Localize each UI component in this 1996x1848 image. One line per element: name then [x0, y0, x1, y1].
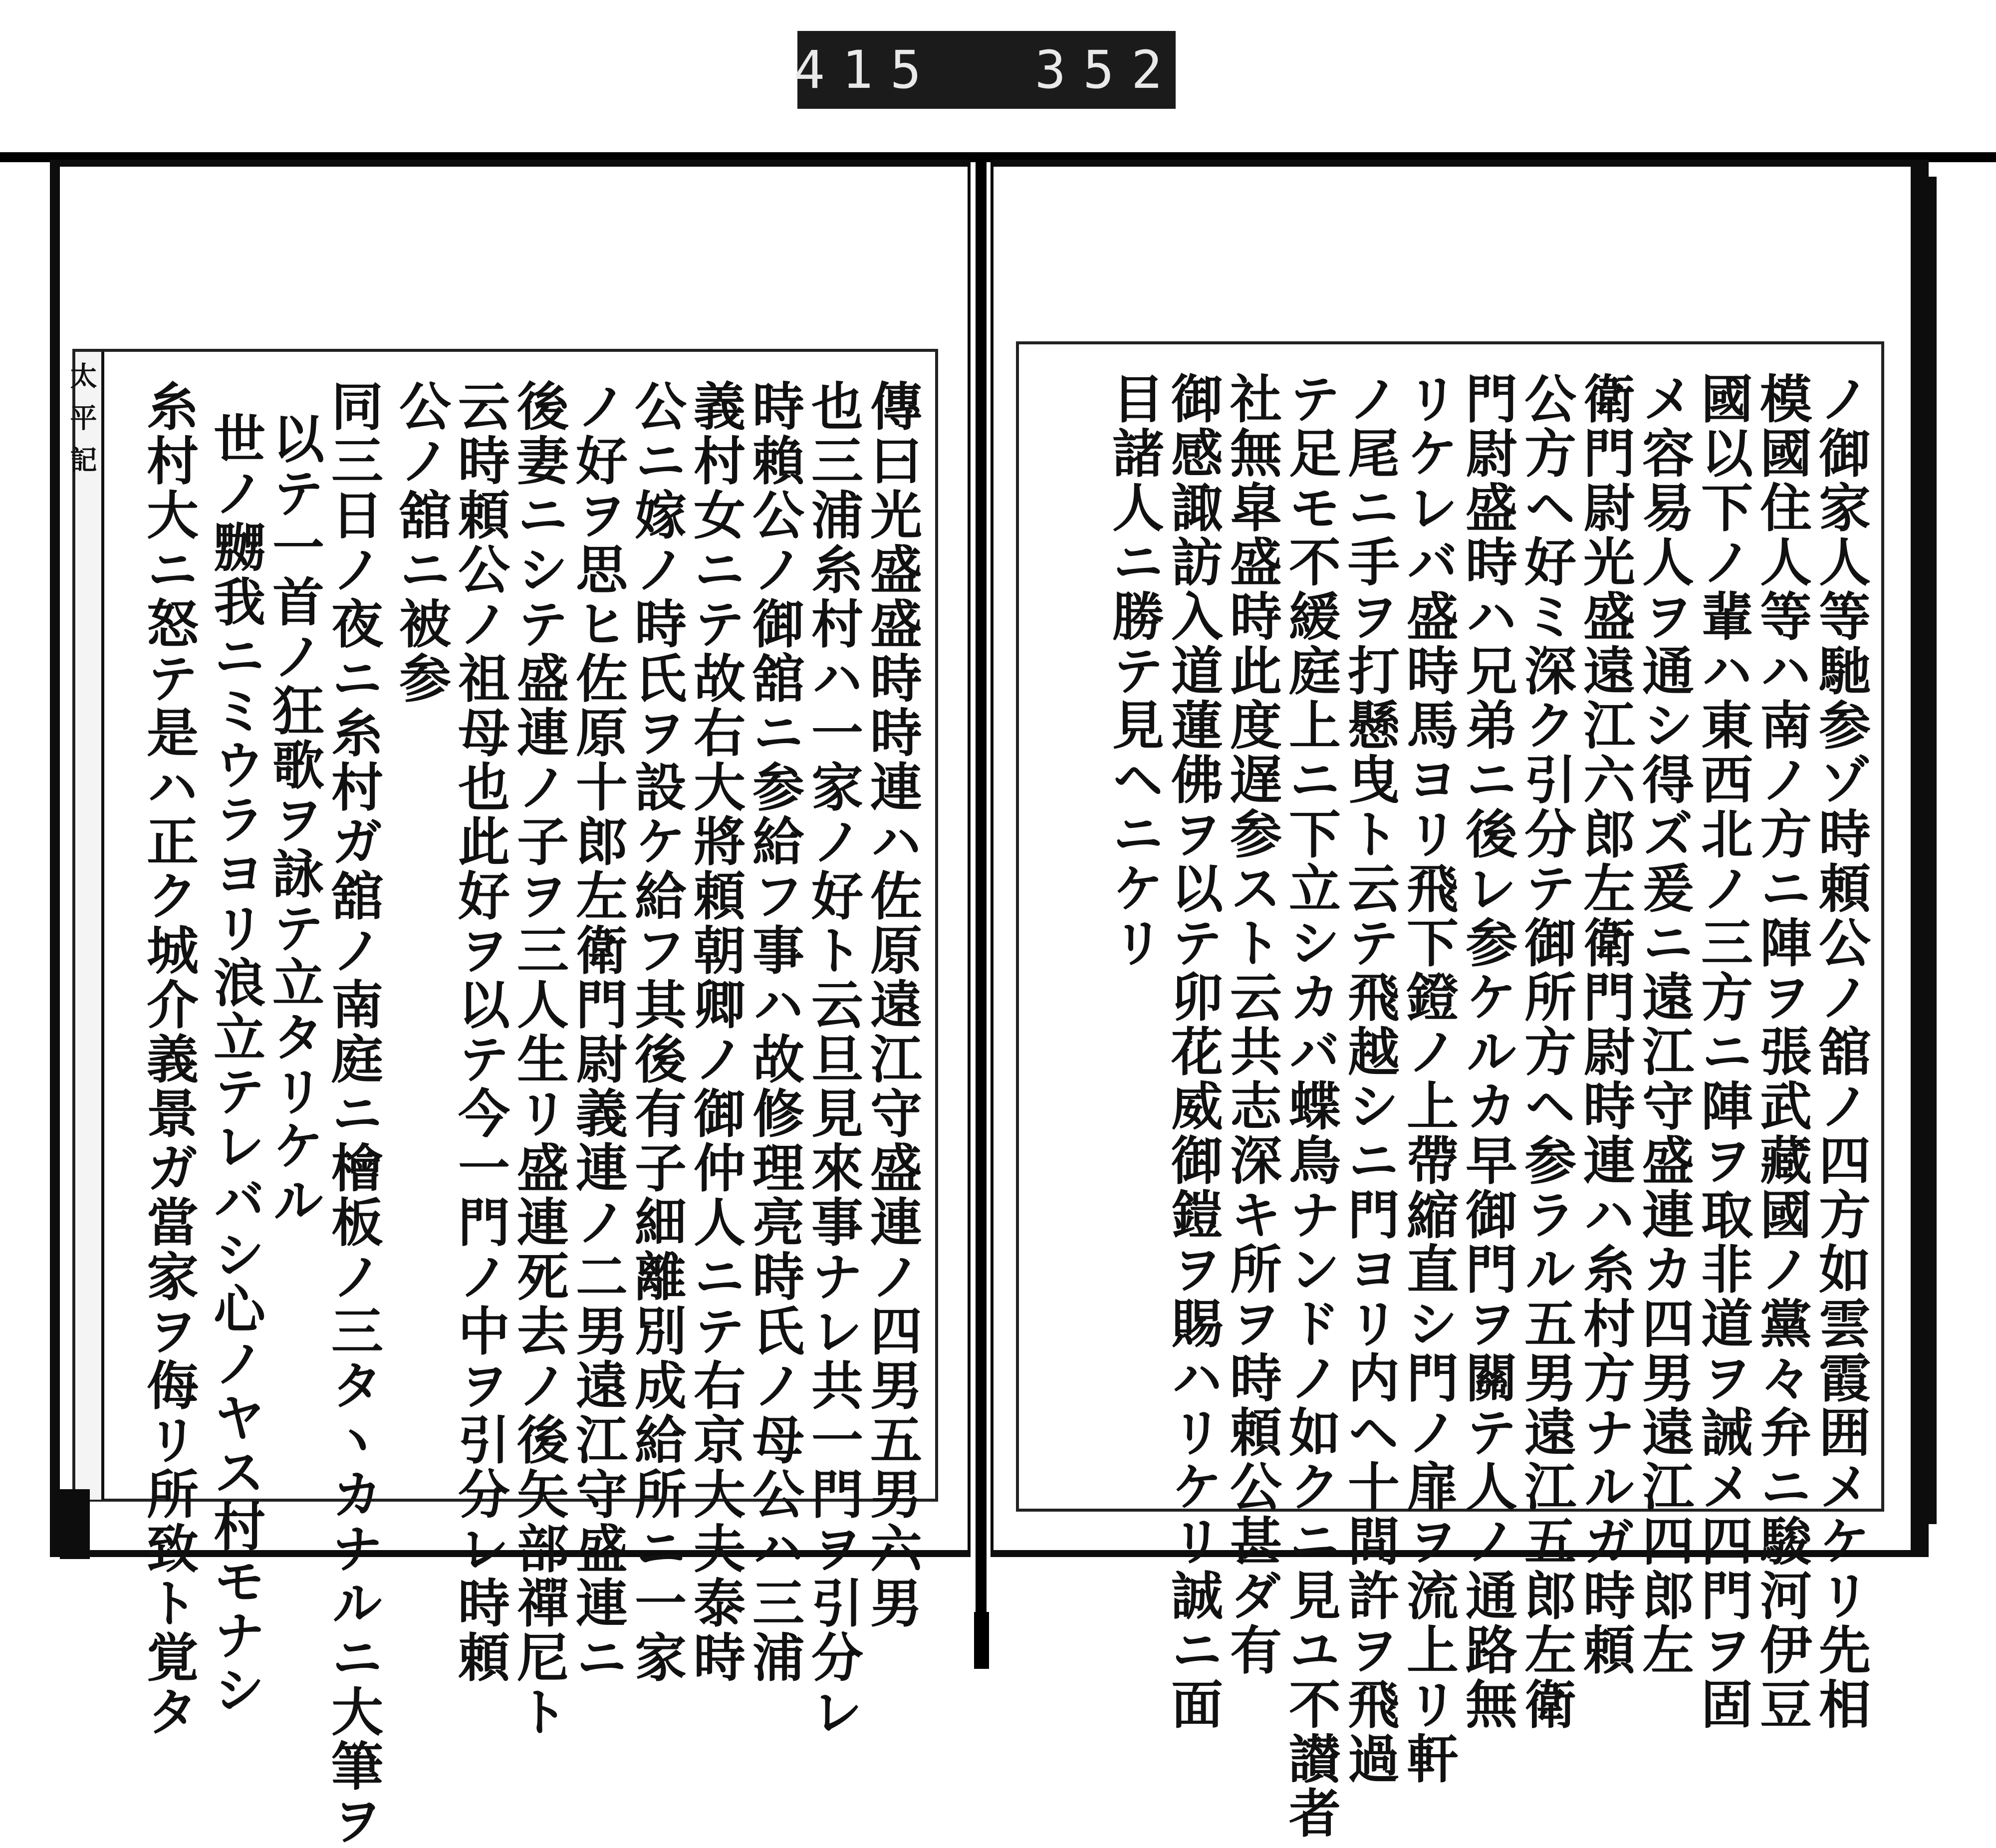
right-col-11: 社無皐盛時此度遅参スト云共志深キ所ヲ時頼公甚ダ有 [1221, 372, 1282, 1677]
left-col-6: ノ好ヲ思ヒ佐原十郎左衛門尉義連ノ二男遠江守盛連ニ [567, 379, 628, 1685]
left-col-9: 公ノ舘ニ被参 [390, 379, 452, 706]
right-col-12: 御感諏訪入道蓮佛ヲ以テ卯花威御鎧ヲ賜ハリケリ誠ニ面 [1162, 372, 1224, 1732]
page-edge-shadow [60, 1489, 90, 1559]
right-text-frame [1016, 341, 1884, 1841]
right-page [991, 160, 1929, 1841]
right-col-6: 公方ヘ好ミ深ク引分テ御所方ヘ参ラル五男遠江五郎左衛 [1515, 372, 1577, 1732]
left-text-frame [66, 349, 938, 1848]
left-col-1: 傳曰光盛盛時時連ハ佐原遠江守盛連ノ四男五男六男 [861, 379, 923, 1630]
reel-frame-number: 415 352 [793, 39, 1180, 100]
side-title [66, 352, 104, 1500]
right-col-2: 模國住人等ハ南ノ方ニ陣ヲ張武藏國ノ黨々弁ニ駿河伊豆 [1751, 372, 1812, 1732]
left-col-3: 時賴公ノ御舘ニ参給フ事ハ故修理亮時氏ノ母公ハ三浦 [744, 379, 805, 1685]
right-col-13: 目諸人ニ勝テ見ヘニケリ [1103, 372, 1165, 970]
left-col-2: 也三浦糸村ハ一家ノ好ト云旦見來事ナレ共一門ヲ引分レ [802, 379, 864, 1739]
left-col-12: 世ノ嬲我ニミウラヨリ浪立テレバシ心ノヤス村モナシ [205, 412, 266, 1717]
right-col-5: 衛門尉光盛遠江六郎左衛門尉時連ハ糸村方ナルガ時頼 [1574, 372, 1636, 1677]
left-col-5: 公ニ嫁ノ時氏ヲ設ケ給フ其後有子細離別成給所ニ一家 [626, 379, 687, 1685]
microfilm-header [0, 0, 1996, 150]
right-col-8: リケレバ盛時馬ヨリ飛下鐙ノ上帶縮直シ門ノ扉ヲ流上リ軒 [1398, 372, 1459, 1786]
right-col-4: メ容易人ヲ通シ得ズ爰ニ遠江守盛連カ四男遠江四郎左 [1633, 372, 1695, 1677]
right-col-7: 門尉盛時ハ兄弟ニ後レ参ケルカ早御門ヲ關テ人ノ通路無 [1457, 372, 1518, 1732]
left-col-10: 同三日ノ夜ニ糸村ガ舘ノ南庭ニ檜板ノ三タヽカナルニ大筆ヲ [322, 379, 384, 1848]
left-col-11: 以テ一首ノ狂歌ヲ詠テ立タリケル [263, 412, 325, 1228]
side-title-text: 太平記 [66, 362, 98, 488]
right-col-10: テ足モ不緩庭上ニ下立シカバ蝶鳥ナンドノ如クニ見ユ不讃者 [1280, 372, 1341, 1841]
left-col-7: 後妻ニシテ盛連ノ子ヲ三人生リ盛連死去ノ後矢部禪尼ト [508, 379, 569, 1739]
left-col-13: 糸村大ニ怒テ是ハ正ク城介義景ガ當家ヲ侮リ所致ト覚タ [138, 379, 199, 1739]
right-col-3: 國以下ノ輩ハ東西北ノ三方ニ陣ヲ取非道ヲ誡メ四門ヲ固 [1692, 372, 1753, 1732]
spine-foot [974, 1612, 989, 1669]
left-col-4: 義村女ニテ故右大將頼朝卿ノ御仲人ニテ右京大夫泰時 [685, 379, 746, 1685]
book-spine [976, 155, 987, 1669]
reel-frame-label [793, 31, 1180, 109]
left-page [50, 160, 971, 1848]
left-col-8: 云時頼公ノ祖母也此好ヲ以テ今一門ノ中ヲ引分レ時頼 [449, 379, 510, 1685]
right-col-9: ノ尾ニ手ヲ打懸曳ト云テ飛越シニ門ヨリ内ヘ十間許ヲ飛過 [1339, 372, 1400, 1786]
right-col-1: ノ御家人等馳参ゾ時頼公ノ舘ノ四方如雲霞囲メケリ先相 [1810, 372, 1871, 1732]
